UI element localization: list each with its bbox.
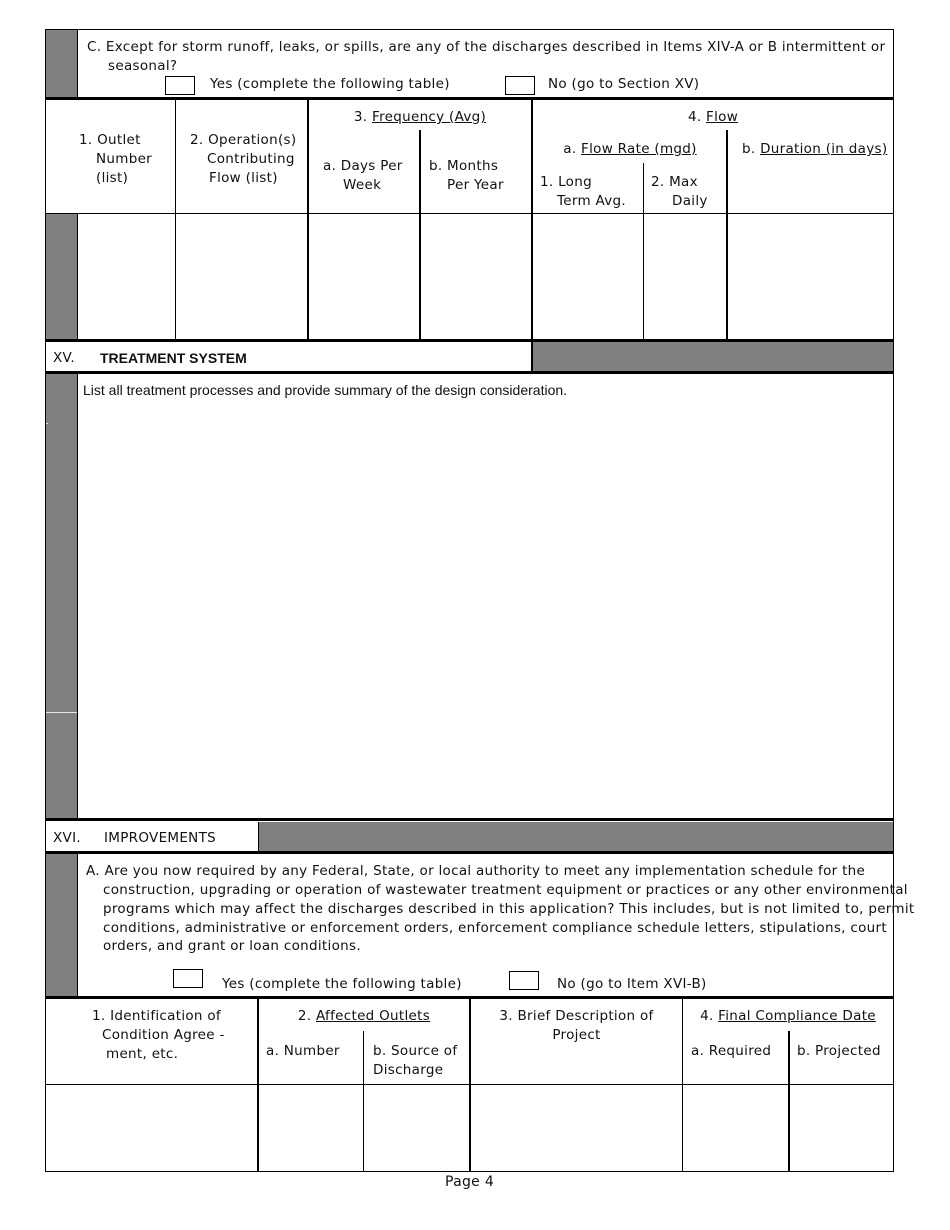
header-line: b. Source of	[373, 1043, 458, 1059]
col-source-of-discharge	[373, 1042, 457, 1080]
header-line: 2. Operation(s)	[190, 132, 297, 148]
yes-checkbox[interactable]	[173, 969, 203, 988]
header-line: a. Days Per	[323, 158, 403, 174]
divider	[307, 98, 309, 339]
divider	[258, 822, 259, 851]
col-affected-outlets-header	[259, 1007, 469, 1026]
no-checkbox[interactable]	[505, 76, 535, 95]
header-title: Duration (in days)	[760, 141, 888, 157]
treatment-instructions: List all treatment processes and provide summary of the design consideration.	[83, 382, 568, 398]
col-outlet-number	[79, 131, 152, 188]
col-projected: b. Projected	[797, 1043, 881, 1059]
divider	[77, 214, 78, 339]
header-number: 3.	[353, 109, 372, 125]
divider	[77, 374, 78, 818]
col-months-per-year	[429, 157, 504, 195]
divider	[175, 98, 176, 339]
section-xv-title: TREATMENT SYSTEM	[100, 350, 247, 366]
header-number: 4.	[687, 109, 707, 125]
section-header-fill	[259, 822, 893, 851]
rule	[46, 712, 77, 713]
question-xvi-a-line-3: programs which may affect the discharges described in this application? This includes, but is not limited to, permit	[103, 901, 915, 917]
header-line: Term Avg.	[557, 193, 627, 209]
header-line: Contributing	[207, 151, 295, 167]
treatment-answer-area[interactable]	[79, 402, 891, 816]
col-number: a. Number	[266, 1043, 340, 1059]
border-right	[893, 340, 894, 819]
section-xvi-title: IMPROVEMENTS	[104, 830, 216, 846]
border-right	[893, 97, 894, 340]
no-label: No (go to Item XVI-B)	[557, 976, 707, 992]
header-line: Project	[552, 1027, 601, 1043]
header-line: 2. Max	[651, 174, 698, 190]
col-max-daily	[651, 173, 708, 211]
section-xv-number: XV.	[53, 350, 75, 366]
header-line: Flow (list)	[209, 170, 278, 186]
header-title: Frequency (Avg)	[372, 109, 487, 125]
question-xvi-a-line-1: A. Are you now required by any Federal, State, or local authority to meet any implementation schedule for the	[86, 863, 866, 879]
no-label: No (go to Section XV)	[548, 76, 700, 92]
header-number: b.	[742, 141, 761, 157]
header-line: Per Year	[447, 177, 504, 193]
question-line-2: seasonal?	[108, 58, 178, 74]
col-flow-header	[533, 108, 893, 127]
header-line: 1. Outlet	[79, 132, 141, 148]
header-title: Final Compliance Date	[718, 1008, 876, 1024]
rule	[45, 213, 894, 214]
divider	[531, 98, 533, 339]
yes-checkbox[interactable]	[165, 76, 195, 95]
header-line: Discharge	[373, 1062, 444, 1078]
col-final-compliance-header	[683, 1007, 893, 1026]
section-header-fill	[533, 342, 893, 371]
question-xvi-a-line-2: construction, upgrading or operation of wastewater treatment equipment or practices or any other environmental	[103, 882, 908, 898]
header-title: Flow	[706, 109, 739, 125]
margin-bar	[46, 374, 77, 818]
divider	[788, 1031, 790, 1172]
divider	[419, 130, 421, 339]
rule	[45, 851, 894, 854]
col-duration	[742, 140, 887, 159]
col-brief-description	[471, 1007, 682, 1045]
rule	[45, 1084, 894, 1085]
divider	[726, 130, 728, 339]
yes-label: Yes (complete the following table)	[222, 976, 462, 992]
col-flow-rate-header	[533, 140, 727, 159]
col-required: a. Required	[691, 1043, 772, 1059]
rule	[45, 97, 894, 100]
divider	[77, 30, 78, 97]
rule	[45, 818, 894, 821]
margin-bar	[46, 854, 77, 997]
divider	[77, 854, 78, 997]
rule	[46, 423, 48, 424]
header-line: Number	[96, 151, 153, 167]
header-number: 2.	[297, 1008, 316, 1024]
header-line: 1. Identification of	[92, 1008, 221, 1024]
col-long-term-avg	[540, 173, 626, 211]
header-title: Affected Outlets	[315, 1008, 431, 1024]
header-line: (list)	[96, 170, 129, 186]
yes-label: Yes (complete the following table)	[210, 76, 450, 92]
no-checkbox[interactable]	[509, 971, 539, 990]
rule	[45, 1171, 894, 1172]
header-line: b. Months	[429, 158, 499, 174]
margin-bar	[46, 214, 77, 339]
question-xvi-a-line-4: conditions, administrative or enforcement orders, enforcement compliance schedule letters, stipulations, court	[103, 920, 887, 936]
header-line: Week	[343, 177, 382, 193]
question-line-1: C. Except for storm runoff, leaks, or spills, are any of the discharges described in Items XIV-A or B intermittent or	[87, 39, 886, 55]
question-xvi-a-line-5: orders, and grant or loan conditions.	[103, 938, 361, 954]
divider	[643, 163, 644, 339]
header-line: ment, etc.	[106, 1046, 179, 1062]
header-line: 3. Brief Description of	[499, 1008, 654, 1024]
header-line: 1. Long	[540, 174, 592, 190]
header-line: Daily	[672, 193, 708, 209]
col-operations	[190, 131, 296, 188]
divider	[363, 1031, 364, 1172]
header-title: Flow Rate (mgd)	[581, 141, 697, 157]
col-identification	[92, 1007, 225, 1064]
header-number: a.	[563, 141, 582, 157]
col-frequency-header	[309, 108, 531, 127]
page-number: Page 4	[445, 1174, 495, 1190]
margin-bar	[46, 30, 77, 97]
divider	[531, 342, 533, 371]
section-xvi-number: XVI.	[53, 830, 81, 846]
rule	[45, 371, 894, 374]
header-number: 4.	[700, 1008, 719, 1024]
header-line: Condition Agree -	[102, 1027, 225, 1043]
col-days-per-week	[323, 157, 403, 195]
